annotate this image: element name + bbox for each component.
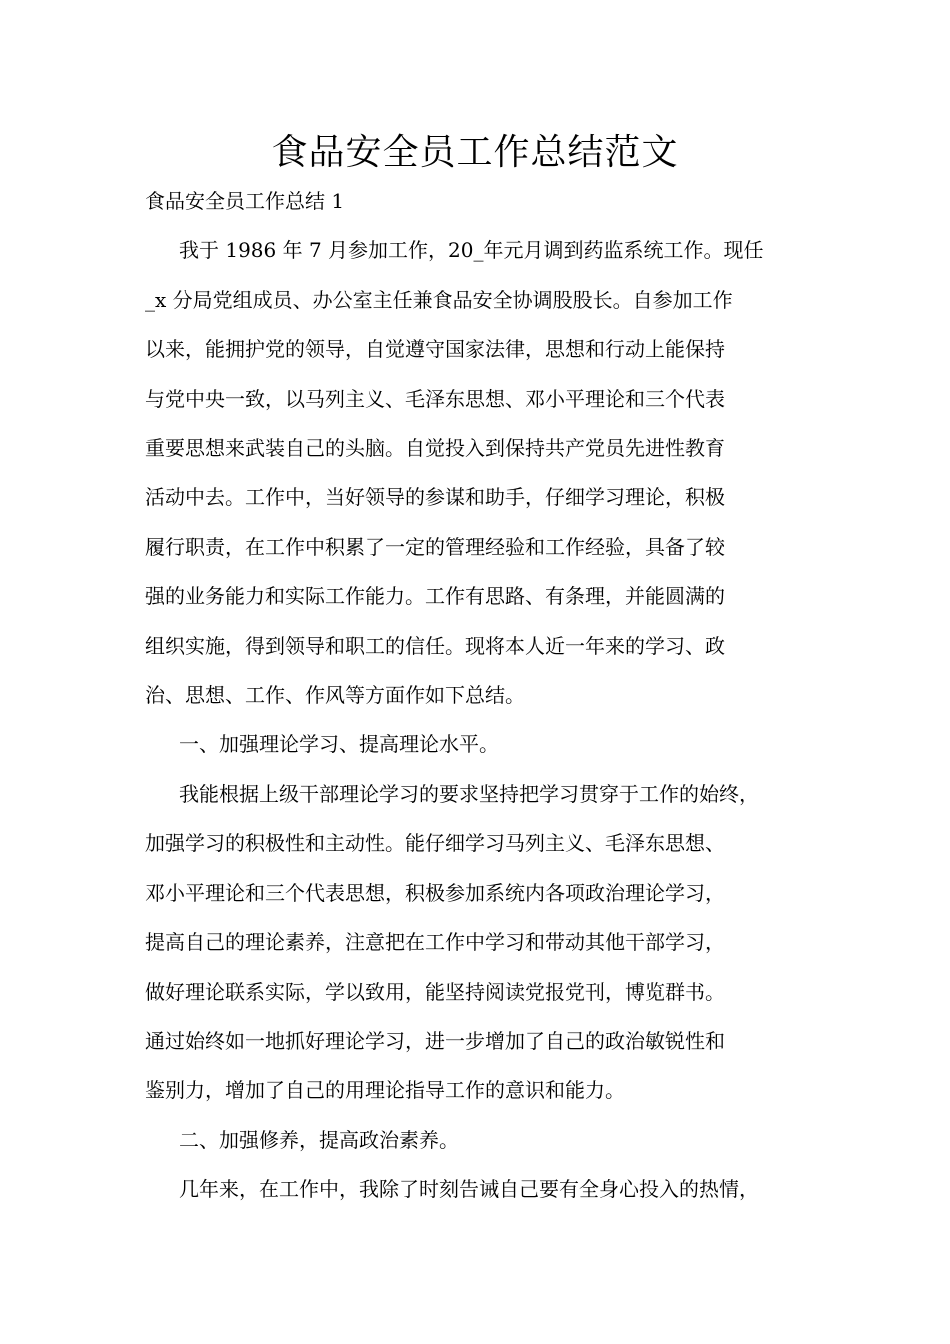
text-line: 提高自己的理论素养，注意把在工作中学习和带动其他干部学习， <box>145 930 725 955</box>
text-line: 重要思想来武装自己的头脑。自觉投入到保持共产党员先进性教育 <box>145 436 725 461</box>
text-line: 通过始终如一地抓好理论学习，进一步增加了自己的政治敏锐性和 <box>145 1028 725 1053</box>
text-line: 几年来，在工作中，我除了时刻告诫自己要有全身心投入的热情， <box>179 1177 759 1202</box>
text-line: 邓小平理论和三个代表思想，积极参加系统内各项政治理论学习， <box>145 880 725 905</box>
text-line: 组织实施，得到领导和职工的信任。现将本人近一年来的学习、政 <box>145 633 725 658</box>
text-line: 活动中去。工作中，当好领导的参谋和助手，仔细学习理论，积极 <box>145 485 725 510</box>
text-line: 二、加强修养，提高政治素养。 <box>179 1127 459 1152</box>
text-line: 履行职责，在工作中积累了一定的管理经验和工作经验，具备了较 <box>145 534 725 559</box>
document-title: 食品安全员工作总结范文 <box>271 132 679 173</box>
text-line: 治、思想、工作、作风等方面作如下总结。 <box>145 683 525 708</box>
text-line: 加强学习的积极性和主动性。能仔细学习马列主义、毛泽东思想、 <box>145 831 725 856</box>
text-line: 我于 1986 年 7 月参加工作，20_年元月调到药监系统工作。现任 <box>179 238 764 263</box>
text-line: 以来，能拥护党的领导，自觉遵守国家法律，思想和行动上能保持 <box>145 337 725 362</box>
text-line: 做好理论联系实际，学以致用，能坚持阅读党报党刊，博览群书。 <box>145 979 725 1004</box>
text-line: 鉴别力，增加了自己的用理论指导工作的意识和能力。 <box>145 1078 625 1103</box>
text-line: 一、加强理论学习、提高理论水平。 <box>179 732 499 757</box>
text-line: 与党中央一致，以马列主义、毛泽东思想、邓小平理论和三个代表 <box>145 386 725 411</box>
text-line: _x 分局党组成员、办公室主任兼食品安全协调股股长。自参加工作 <box>145 287 733 312</box>
text-line: 食品安全员工作总结 1 <box>145 189 345 213</box>
text-line: 强的业务能力和实际工作能力。工作有思路、有条理，并能圆满的 <box>145 584 725 609</box>
document-body <box>145 177 815 1215</box>
text-line: 我能根据上级干部理论学习的要求坚持把学习贯穿于工作的始终， <box>179 781 759 806</box>
